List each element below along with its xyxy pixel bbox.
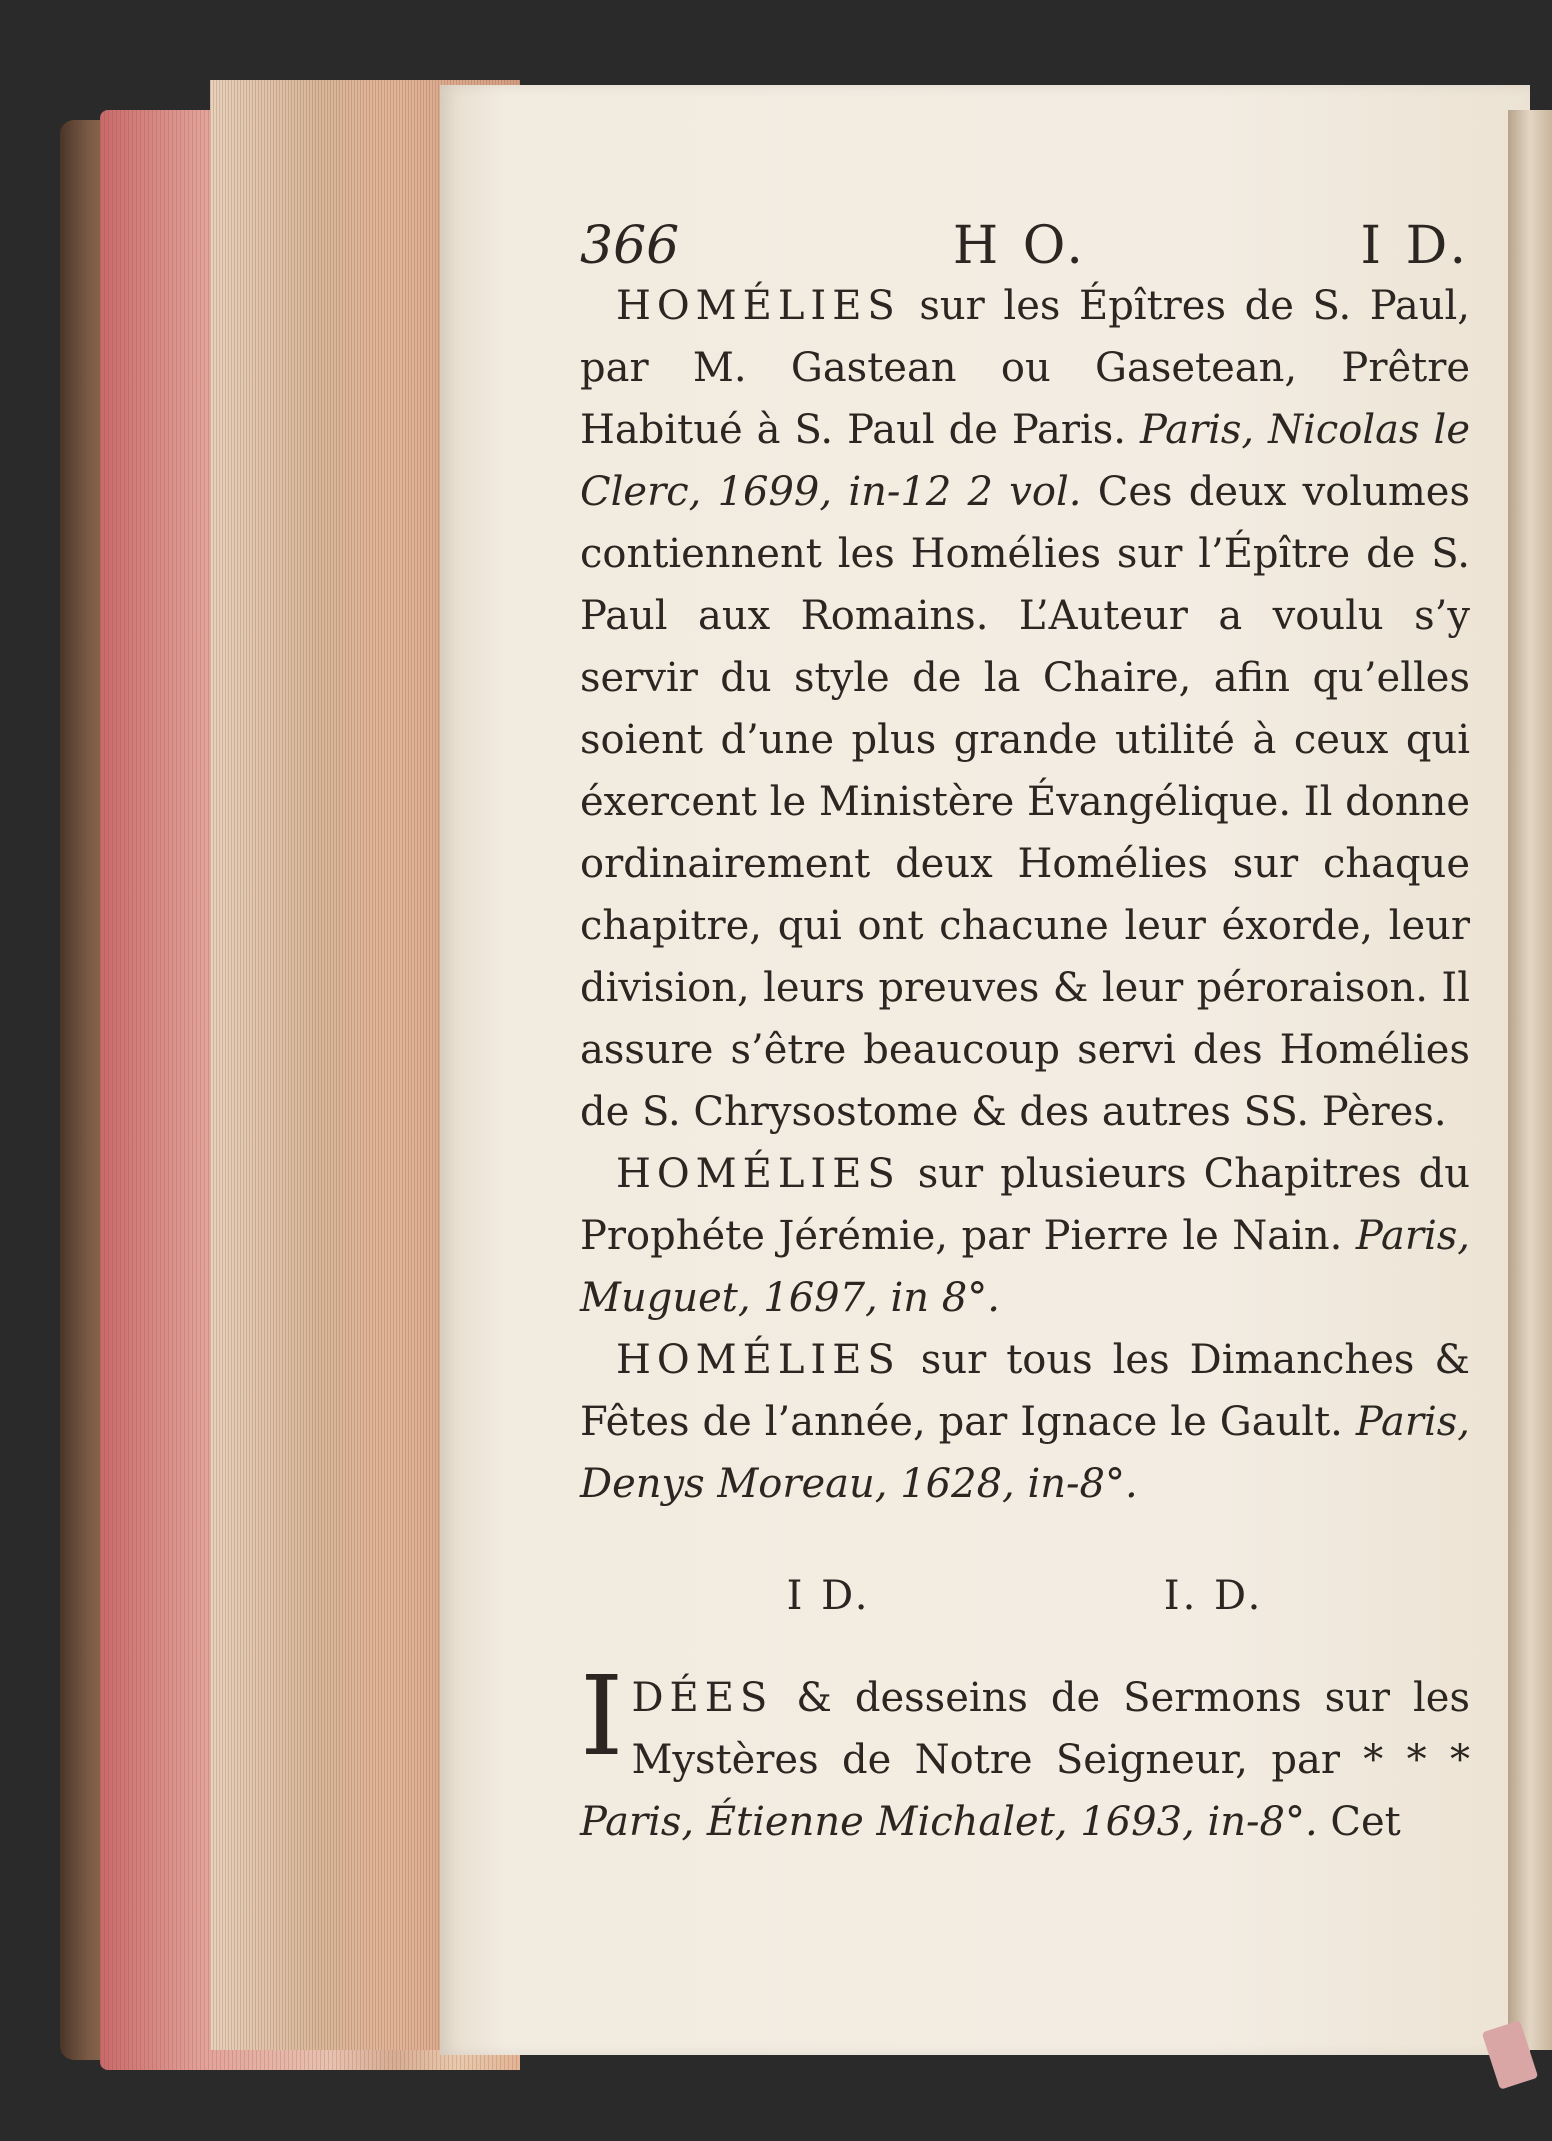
entry-note: Ces deux volumes contiennent les Homélies sur l’Épître de S. Paul aux Romains. L’Auteur a voulu s’y servir du style de la Chaire, afin qu’elles soient d’une plus grande utilité à ceux qui éxercent le Ministère Évangélique. Il donne ordinairement deux Homélies sur chaque chapitre, qui ont chacune leur éxorde, leur division, leurs preuves & leur péroraison. Il assure s’être beaucoup servi des Homélies de S. Chrysostome & des autres SS. Pères. bbox=[580, 469, 1470, 1135]
section-right: I. D. bbox=[1163, 1573, 1264, 1619]
entry-imprint: Paris, Nicolas le Clerc, 1699, in-12 2 vol. bbox=[580, 407, 1470, 515]
entry-heading: HOMÉLIES bbox=[616, 1151, 901, 1197]
entry-text: sur les Épîtres de S. Paul, par M. Gastean ou Gasetean, Prêtre Habitué à S. Paul de Paris. bbox=[580, 283, 1470, 453]
entry-4 bbox=[580, 1652, 1470, 1853]
entry-text: & desseins de Sermons sur les Mystères de Notre Seigneur, par * * * bbox=[631, 1675, 1470, 1783]
section-heading bbox=[580, 1565, 1470, 1627]
entry-text: sur tous les Dimanches & Fêtes de l’année, par Ignace le Gault. bbox=[580, 1337, 1470, 1445]
entry-2 bbox=[580, 1143, 1470, 1329]
running-head-left: H O. bbox=[952, 216, 1087, 276]
page-text bbox=[580, 215, 1470, 1853]
entry-3 bbox=[580, 1329, 1470, 1515]
entry-imprint: Paris, Étienne Michalet, 1693, in-8°. bbox=[580, 1799, 1318, 1845]
page-number: 366 bbox=[580, 216, 680, 276]
running-header bbox=[580, 215, 1470, 277]
entry-1 bbox=[580, 275, 1470, 1143]
section-left: I D. bbox=[786, 1573, 871, 1619]
entry-imprint: Paris, Muguet, 1697, in 8°. bbox=[580, 1213, 1470, 1321]
entry-heading: HOMÉLIES bbox=[616, 283, 901, 329]
entry-text: sur plusieurs Chapitres du Prophéte Jérémie, par Pierre le Nain. bbox=[580, 1151, 1470, 1259]
drop-capital: I bbox=[580, 1652, 624, 1780]
entry-heading: DÉES bbox=[631, 1675, 774, 1721]
facing-page-edge bbox=[1508, 110, 1552, 2050]
entry-heading: HOMÉLIES bbox=[616, 1337, 901, 1383]
entry-imprint: Paris, Denys Moreau, 1628, in-8°. bbox=[580, 1399, 1470, 1507]
running-head-right: I D. bbox=[1360, 216, 1470, 276]
entry-note: Cet bbox=[1317, 1799, 1401, 1845]
